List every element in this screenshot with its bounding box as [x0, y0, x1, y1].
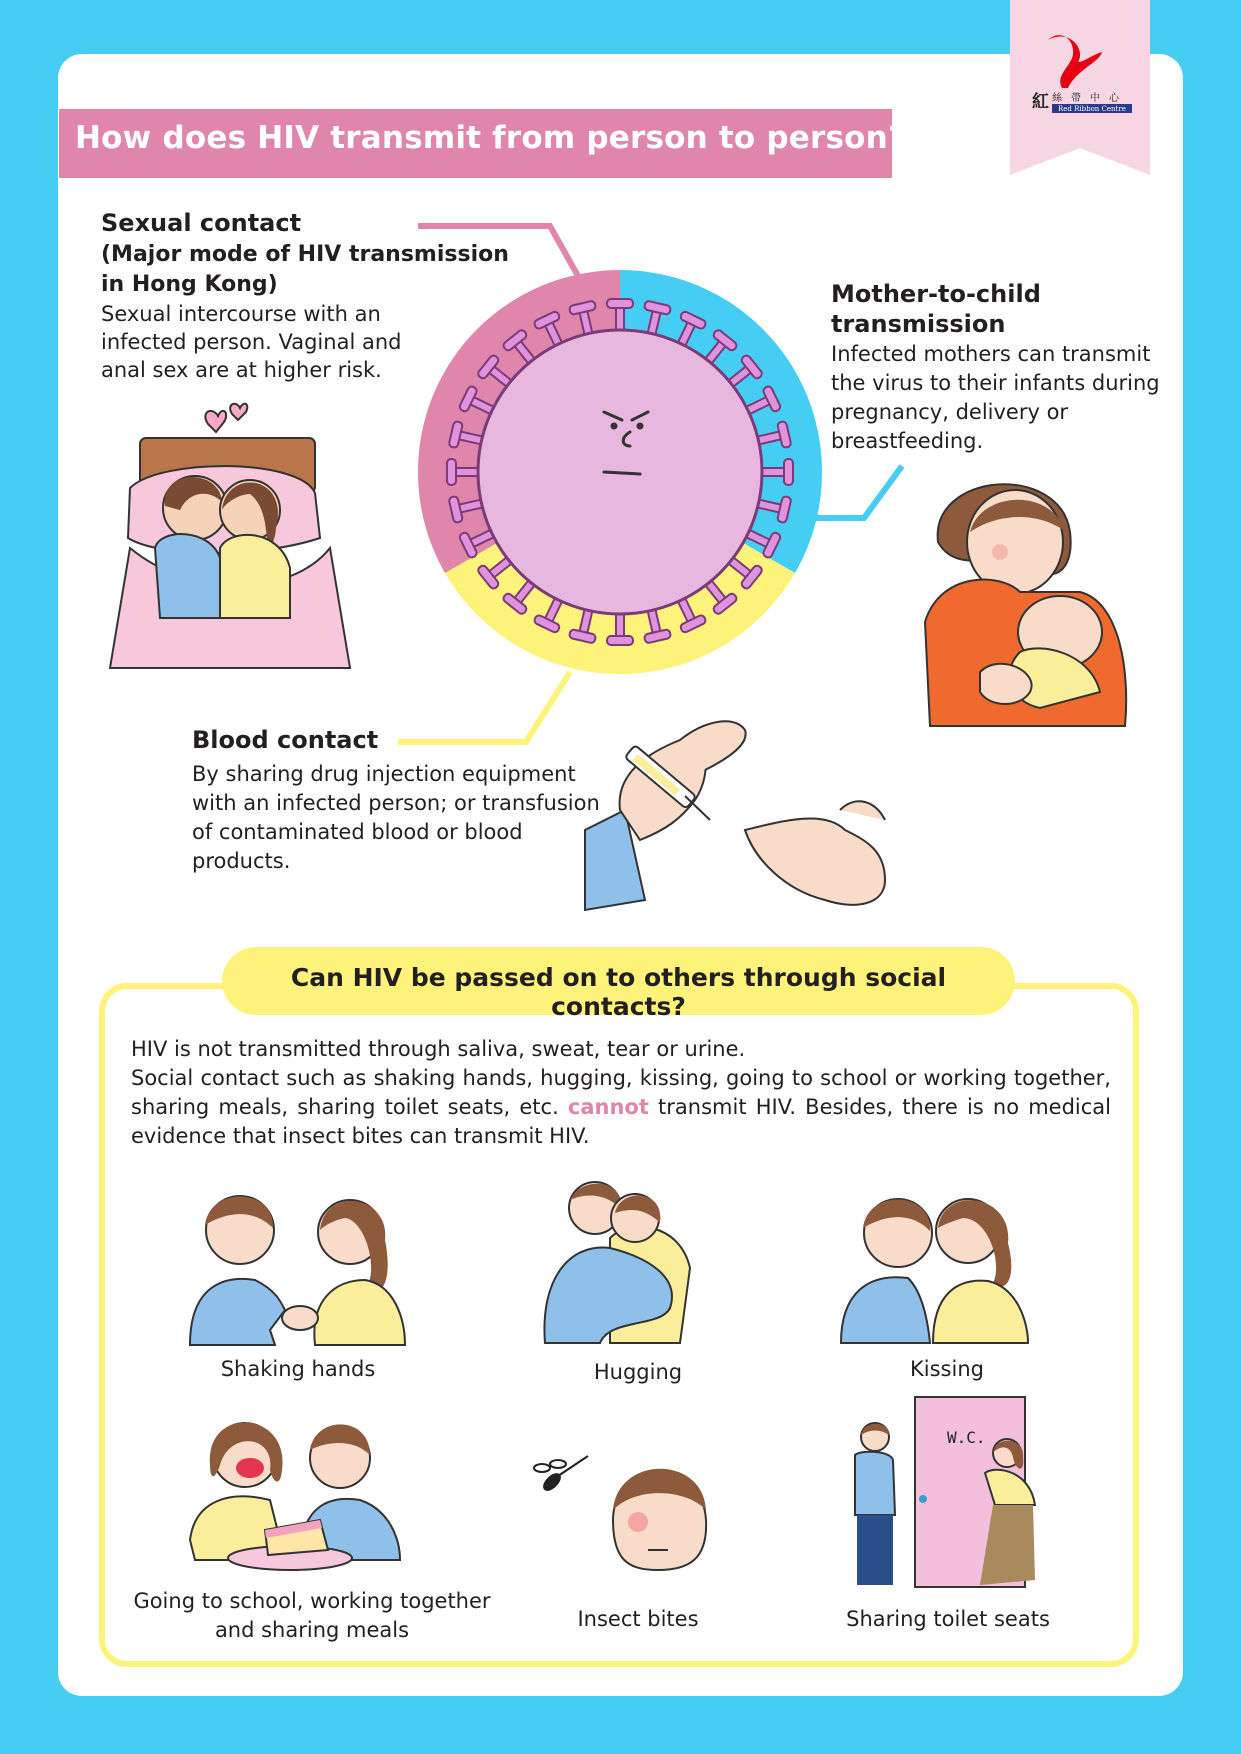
mother-child-heading: Mother-to-child [831, 280, 1041, 308]
sexual-contact-subheading: (Major mode of HIV transmission [101, 242, 509, 267]
mother-child-body-3: pregnancy, delivery or [831, 400, 1069, 424]
insect-bites-label: Insect bites [577, 1607, 699, 1631]
cannot-highlight: cannot [567, 1095, 649, 1119]
mother-child-body-4: breastfeeding. [831, 429, 984, 453]
social-paragraph [131, 1035, 1111, 1151]
school-meals-illustration [190, 1410, 405, 1570]
svg-text:絲帶中心: 絲帶中心 [1052, 93, 1128, 104]
door-sign: W.C. [947, 1428, 986, 1447]
blood-contact-body-2: with an infected person; or transfusion [192, 791, 600, 815]
sexual-contact-subheading-2: in Hong Kong) [101, 272, 278, 297]
syringe-hands-illustration [585, 710, 920, 910]
kissing-label: Kissing [910, 1357, 984, 1381]
social-question: Can HIV be passed on to others through social contacts? [290, 963, 947, 1021]
social-line-2-start: Social contact such as shaking hands, hugging, kissing, going to school or working together, sharing meals, sharing toilet seats, etc. [131, 1066, 1111, 1119]
blood-contact-body-1: By sharing drug injection equipment [192, 762, 576, 786]
mother-breastfeeding-illustration [920, 472, 1135, 726]
sexual-contact-body-1: Sexual intercourse with an [101, 302, 381, 326]
school-label-1: Going to school, working together [133, 1589, 491, 1613]
toilet-seats-label: Sharing toilet seats [846, 1607, 1050, 1631]
school-label-2: and sharing meals [214, 1618, 410, 1642]
svg-text:紅: 紅 [1032, 92, 1049, 112]
social-question-banner [222, 947, 1015, 1021]
sexual-connector-line [418, 226, 578, 276]
couple-in-bed-illustration [100, 398, 360, 673]
blood-contact-body-3: of contaminated blood or blood [192, 820, 523, 844]
mosquito-icon [534, 1456, 588, 1493]
mother-connector-line [810, 466, 902, 518]
mother-child-heading-2: transmission [831, 310, 1006, 338]
shaking-hands-illustration [185, 1180, 410, 1345]
sexual-contact-body-2: infected person. Vaginal and [101, 330, 402, 354]
social-line-1: HIV is not transmitted through saliva, sweat, tear or urine. [131, 1037, 746, 1061]
social-line-2 [131, 1064, 1111, 1151]
kissing-illustration [838, 1183, 1038, 1343]
toilet-seats-illustration [835, 1395, 1060, 1595]
svg-text:Red Ribbon Centre: Red Ribbon Centre [1058, 105, 1126, 113]
hugging-label: Hugging [593, 1360, 683, 1384]
blood-contact-heading: Blood contact [192, 726, 379, 754]
shaking-hands-label: Shaking hands [220, 1357, 376, 1381]
page-title: How does HIV transmit from person to person? [75, 120, 907, 156]
sexual-contact-body-3: anal sex are at higher risk. [101, 358, 382, 382]
blood-connector-line [398, 672, 570, 742]
mother-child-body-2: the virus to their infants during [831, 371, 1160, 395]
insect-bites-illustration [528, 1450, 738, 1572]
blood-contact-body-4: products. [192, 849, 291, 873]
sexual-contact-heading: Sexual contact [101, 209, 302, 237]
hugging-illustration [540, 1178, 705, 1343]
social-line-2-end: transmit HIV. Besides, there is no medical evidence that insect bites can transmit HIV. [131, 1095, 1111, 1148]
mother-child-body-1: Infected mothers can transmit [831, 342, 1151, 366]
heart-icon [205, 404, 247, 432]
